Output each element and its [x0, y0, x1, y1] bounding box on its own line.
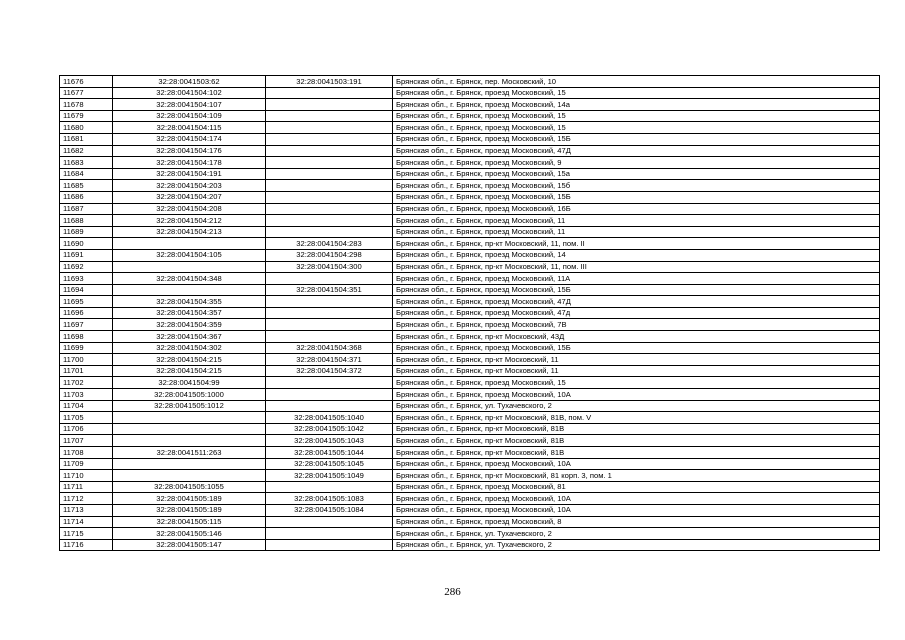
object-number-cell: 32:28:0041505:1049: [266, 470, 393, 482]
cadastral-table: [59, 75, 880, 551]
row-number-cell: 11700: [60, 354, 113, 366]
table-row: [60, 331, 880, 343]
address-cell: Брянская обл., г. Брянск, проезд Московский, 10А: [393, 493, 880, 505]
object-number-cell: [266, 99, 393, 111]
parcel-number-cell: [113, 238, 266, 250]
object-number-cell: 32:28:0041504:300: [266, 261, 393, 273]
row-number-cell: 11695: [60, 296, 113, 308]
address-cell: Брянская обл., г. Брянск, пр-кт Московский, 11: [393, 354, 880, 366]
address-cell: Брянская обл., г. Брянск, проезд Московский, 15: [393, 377, 880, 389]
parcel-number-cell: 32:28:0041504:102: [113, 87, 266, 99]
address-cell: Брянская обл., г. Брянск, проезд Московский, 7В: [393, 319, 880, 331]
address-cell: Брянская обл., г. Брянск, проезд Московский, 8: [393, 516, 880, 528]
table-row: [60, 307, 880, 319]
object-number-cell: 32:28:0041503:191: [266, 76, 393, 88]
address-cell: Брянская обл., г. Брянск, проезд Московский, 15: [393, 87, 880, 99]
object-number-cell: [266, 157, 393, 169]
table-row: [60, 87, 880, 99]
table-row: [60, 354, 880, 366]
address-cell: Брянская обл., г. Брянск, проезд Московский, 15а: [393, 168, 880, 180]
table-row: [60, 145, 880, 157]
table-row: [60, 365, 880, 377]
object-number-cell: [266, 215, 393, 227]
address-cell: Брянская обл., г. Брянск, проезд Московский, 11: [393, 226, 880, 238]
address-cell: Брянская обл., г. Брянск, проезд Московский, 16Б: [393, 203, 880, 215]
parcel-number-cell: 32:28:0041504:207: [113, 191, 266, 203]
parcel-number-cell: [113, 423, 266, 435]
object-number-cell: [266, 110, 393, 122]
address-cell: Брянская обл., г. Брянск, проезд Московский, 47Д: [393, 296, 880, 308]
row-number-cell: 11686: [60, 191, 113, 203]
parcel-number-cell: 32:28:0041504:208: [113, 203, 266, 215]
parcel-number-cell: 32:28:0041504:191: [113, 168, 266, 180]
object-number-cell: [266, 516, 393, 528]
object-number-cell: [266, 389, 393, 401]
table-row: [60, 122, 880, 134]
object-number-cell: [266, 133, 393, 145]
row-number-cell: 11712: [60, 493, 113, 505]
parcel-number-cell: 32:28:0041505:189: [113, 504, 266, 516]
address-cell: Брянская обл., г. Брянск, пр-кт Московский, 11: [393, 365, 880, 377]
page-number: 286: [444, 586, 461, 598]
parcel-number-cell: 32:28:0041505:1055: [113, 481, 266, 493]
table-row: [60, 400, 880, 412]
parcel-number-cell: 32:28:0041504:115: [113, 122, 266, 134]
object-number-cell: 32:28:0041505:1045: [266, 458, 393, 470]
row-number-cell: 11694: [60, 284, 113, 296]
parcel-number-cell: 32:28:0041505:189: [113, 493, 266, 505]
table-row: [60, 191, 880, 203]
table-row: [60, 516, 880, 528]
object-number-cell: 32:28:0041504:351: [266, 284, 393, 296]
address-cell: Брянская обл., г. Брянск, пр-кт Московский, 81В: [393, 435, 880, 447]
object-number-cell: [266, 377, 393, 389]
table-row: [60, 226, 880, 238]
table-row: [60, 493, 880, 505]
parcel-number-cell: [113, 261, 266, 273]
row-number-cell: 11681: [60, 133, 113, 145]
parcel-number-cell: 32:28:0041504:212: [113, 215, 266, 227]
address-cell: Брянская обл., г. Брянск, проезд Московский, 15б: [393, 180, 880, 192]
row-number-cell: 11684: [60, 168, 113, 180]
object-number-cell: 32:28:0041505:1040: [266, 412, 393, 424]
parcel-number-cell: 32:28:0041503:62: [113, 76, 266, 88]
table-row: [60, 481, 880, 493]
address-cell: Брянская обл., г. Брянск, пр-кт Московский, 11, пом. II: [393, 238, 880, 250]
table-row: [60, 203, 880, 215]
parcel-number-cell: 32:28:0041505:1000: [113, 389, 266, 401]
parcel-number-cell: [113, 470, 266, 482]
row-number-cell: 11715: [60, 528, 113, 540]
address-cell: Брянская обл., г. Брянск, проезд Московский, 11: [393, 215, 880, 227]
parcel-number-cell: 32:28:0041504:367: [113, 331, 266, 343]
address-cell: Брянская обл., г. Брянск, проезд Московский, 15Б: [393, 342, 880, 354]
row-number-cell: 11705: [60, 412, 113, 424]
object-number-cell: [266, 296, 393, 308]
row-number-cell: 11692: [60, 261, 113, 273]
table-row: [60, 261, 880, 273]
row-number-cell: 11716: [60, 539, 113, 551]
table-row: [60, 470, 880, 482]
parcel-number-cell: 32:28:0041505:1012: [113, 400, 266, 412]
row-number-cell: 11708: [60, 447, 113, 459]
address-cell: Брянская обл., г. Брянск, ул. Тухачевского, 2: [393, 400, 880, 412]
address-cell: Брянская обл., г. Брянск, пр-кт Московский, 81В: [393, 423, 880, 435]
table-row: [60, 215, 880, 227]
row-number-cell: 11689: [60, 226, 113, 238]
address-cell: Брянская обл., г. Брянск, пер. Московский, 10: [393, 76, 880, 88]
object-number-cell: 32:28:0041504:298: [266, 249, 393, 261]
object-number-cell: [266, 145, 393, 157]
table-row: [60, 528, 880, 540]
object-number-cell: [266, 87, 393, 99]
row-number-cell: 11682: [60, 145, 113, 157]
table-row: [60, 389, 880, 401]
row-number-cell: 11683: [60, 157, 113, 169]
parcel-number-cell: 32:28:0041505:147: [113, 539, 266, 551]
parcel-number-cell: 32:28:0041504:348: [113, 273, 266, 285]
object-number-cell: 32:28:0041505:1083: [266, 493, 393, 505]
parcel-number-cell: 32:28:0041504:302: [113, 342, 266, 354]
row-number-cell: 11690: [60, 238, 113, 250]
address-cell: Брянская обл., г. Брянск, пр-кт Московский, 43Д: [393, 331, 880, 343]
parcel-number-cell: 32:28:0041505:146: [113, 528, 266, 540]
parcel-number-cell: 32:28:0041504:109: [113, 110, 266, 122]
table-row: [60, 99, 880, 111]
address-cell: Брянская обл., г. Брянск, ул. Тухачевского, 2: [393, 539, 880, 551]
table-row: [60, 110, 880, 122]
parcel-number-cell: 32:28:0041504:105: [113, 249, 266, 261]
table-row: [60, 435, 880, 447]
row-number-cell: 11706: [60, 423, 113, 435]
address-cell: Брянская обл., г. Брянск, пр-кт Московский, 11, пом. III: [393, 261, 880, 273]
parcel-number-cell: 32:28:0041504:215: [113, 365, 266, 377]
object-number-cell: 32:28:0041505:1084: [266, 504, 393, 516]
address-cell: Брянская обл., г. Брянск, пр-кт Московский, 81 корп. 3, пом. 1: [393, 470, 880, 482]
row-number-cell: 11696: [60, 307, 113, 319]
address-cell: Брянская обл., г. Брянск, проезд Московский, 10А: [393, 504, 880, 516]
row-number-cell: 11702: [60, 377, 113, 389]
object-number-cell: [266, 203, 393, 215]
object-number-cell: [266, 528, 393, 540]
object-number-cell: [266, 307, 393, 319]
object-number-cell: [266, 331, 393, 343]
object-number-cell: 32:28:0041505:1042: [266, 423, 393, 435]
object-number-cell: [266, 226, 393, 238]
parcel-number-cell: 32:28:0041504:178: [113, 157, 266, 169]
row-number-cell: 11687: [60, 203, 113, 215]
parcel-number-cell: 32:28:0041504:357: [113, 307, 266, 319]
table-row: [60, 447, 880, 459]
parcel-number-cell: 32:28:0041504:176: [113, 145, 266, 157]
address-cell: Брянская обл., г. Брянск, пр-кт Московский, 81В, пом. V: [393, 412, 880, 424]
table-row: [60, 238, 880, 250]
parcel-number-cell: [113, 284, 266, 296]
object-number-cell: [266, 481, 393, 493]
row-number-cell: 11701: [60, 365, 113, 377]
row-number-cell: 11698: [60, 331, 113, 343]
table-row: [60, 249, 880, 261]
address-cell: Брянская обл., г. Брянск, проезд Московский, 10А: [393, 458, 880, 470]
row-number-cell: 11679: [60, 110, 113, 122]
object-number-cell: [266, 168, 393, 180]
address-cell: Брянская обл., г. Брянск, ул. Тухачевского, 2: [393, 528, 880, 540]
object-number-cell: 32:28:0041504:283: [266, 238, 393, 250]
address-cell: Брянская обл., г. Брянск, проезд Московский, 81: [393, 481, 880, 493]
row-number-cell: 11703: [60, 389, 113, 401]
address-cell: Брянская обл., г. Брянск, проезд Московский, 15Б: [393, 284, 880, 296]
parcel-number-cell: 32:28:0041504:215: [113, 354, 266, 366]
table-row: [60, 133, 880, 145]
row-number-cell: 11677: [60, 87, 113, 99]
address-cell: Брянская обл., г. Брянск, проезд Московский, 11А: [393, 273, 880, 285]
parcel-number-cell: 32:28:0041504:355: [113, 296, 266, 308]
object-number-cell: 32:28:0041504:372: [266, 365, 393, 377]
object-number-cell: 32:28:0041505:1044: [266, 447, 393, 459]
table-row: [60, 76, 880, 88]
row-number-cell: 11710: [60, 470, 113, 482]
row-number-cell: 11713: [60, 504, 113, 516]
address-cell: Брянская обл., г. Брянск, проезд Московский, 47Д: [393, 145, 880, 157]
address-cell: Брянская обл., г. Брянск, проезд Московский, 15Б: [393, 133, 880, 145]
table-row: [60, 157, 880, 169]
row-number-cell: 11707: [60, 435, 113, 447]
address-cell: Брянская обл., г. Брянск, проезд Московский, 15: [393, 122, 880, 134]
table-row: [60, 412, 880, 424]
address-cell: Брянская обл., г. Брянск, проезд Московский, 47д: [393, 307, 880, 319]
object-number-cell: [266, 273, 393, 285]
row-number-cell: 11711: [60, 481, 113, 493]
address-cell: Брянская обл., г. Брянск, проезд Московский, 9: [393, 157, 880, 169]
parcel-number-cell: 32:28:0041504:107: [113, 99, 266, 111]
parcel-number-cell: [113, 458, 266, 470]
address-cell: Брянская обл., г. Брянск, проезд Московский, 10А: [393, 389, 880, 401]
object-number-cell: [266, 191, 393, 203]
row-number-cell: 11709: [60, 458, 113, 470]
parcel-number-cell: [113, 412, 266, 424]
object-number-cell: [266, 539, 393, 551]
address-cell: Брянская обл., г. Брянск, проезд Московский, 15: [393, 110, 880, 122]
address-cell: Брянская обл., г. Брянск, проезд Московский, 14: [393, 249, 880, 261]
row-number-cell: 11676: [60, 76, 113, 88]
table-row: [60, 423, 880, 435]
table-row: [60, 180, 880, 192]
parcel-number-cell: 32:28:0041511:263: [113, 447, 266, 459]
table-row: [60, 296, 880, 308]
address-cell: Брянская обл., г. Брянск, пр-кт Московский, 81В: [393, 447, 880, 459]
object-number-cell: [266, 122, 393, 134]
row-number-cell: 11699: [60, 342, 113, 354]
table-row: [60, 284, 880, 296]
row-number-cell: 11680: [60, 122, 113, 134]
object-number-cell: [266, 400, 393, 412]
object-number-cell: 32:28:0041505:1043: [266, 435, 393, 447]
row-number-cell: 11714: [60, 516, 113, 528]
parcel-number-cell: 32:28:0041504:203: [113, 180, 266, 192]
table-row: [60, 342, 880, 354]
address-cell: Брянская обл., г. Брянск, проезд Московский, 14а: [393, 99, 880, 111]
parcel-number-cell: 32:28:0041504:174: [113, 133, 266, 145]
table-row: [60, 458, 880, 470]
table-row: [60, 539, 880, 551]
row-number-cell: 11704: [60, 400, 113, 412]
parcel-number-cell: 32:28:0041504:359: [113, 319, 266, 331]
row-number-cell: 11685: [60, 180, 113, 192]
object-number-cell: [266, 319, 393, 331]
row-number-cell: 11688: [60, 215, 113, 227]
row-number-cell: 11693: [60, 273, 113, 285]
object-number-cell: [266, 180, 393, 192]
row-number-cell: 11678: [60, 99, 113, 111]
table-row: [60, 273, 880, 285]
row-number-cell: 11697: [60, 319, 113, 331]
table-row: [60, 168, 880, 180]
parcel-number-cell: 32:28:0041505:115: [113, 516, 266, 528]
parcel-number-cell: [113, 435, 266, 447]
row-number-cell: 11691: [60, 249, 113, 261]
table-row: [60, 319, 880, 331]
object-number-cell: 32:28:0041504:368: [266, 342, 393, 354]
table-row: [60, 377, 880, 389]
table-body: [60, 76, 880, 551]
parcel-number-cell: 32:28:0041504:213: [113, 226, 266, 238]
table-row: [60, 504, 880, 516]
object-number-cell: 32:28:0041504:371: [266, 354, 393, 366]
parcel-number-cell: 32:28:0041504:99: [113, 377, 266, 389]
address-cell: Брянская обл., г. Брянск, проезд Московский, 15Б: [393, 191, 880, 203]
